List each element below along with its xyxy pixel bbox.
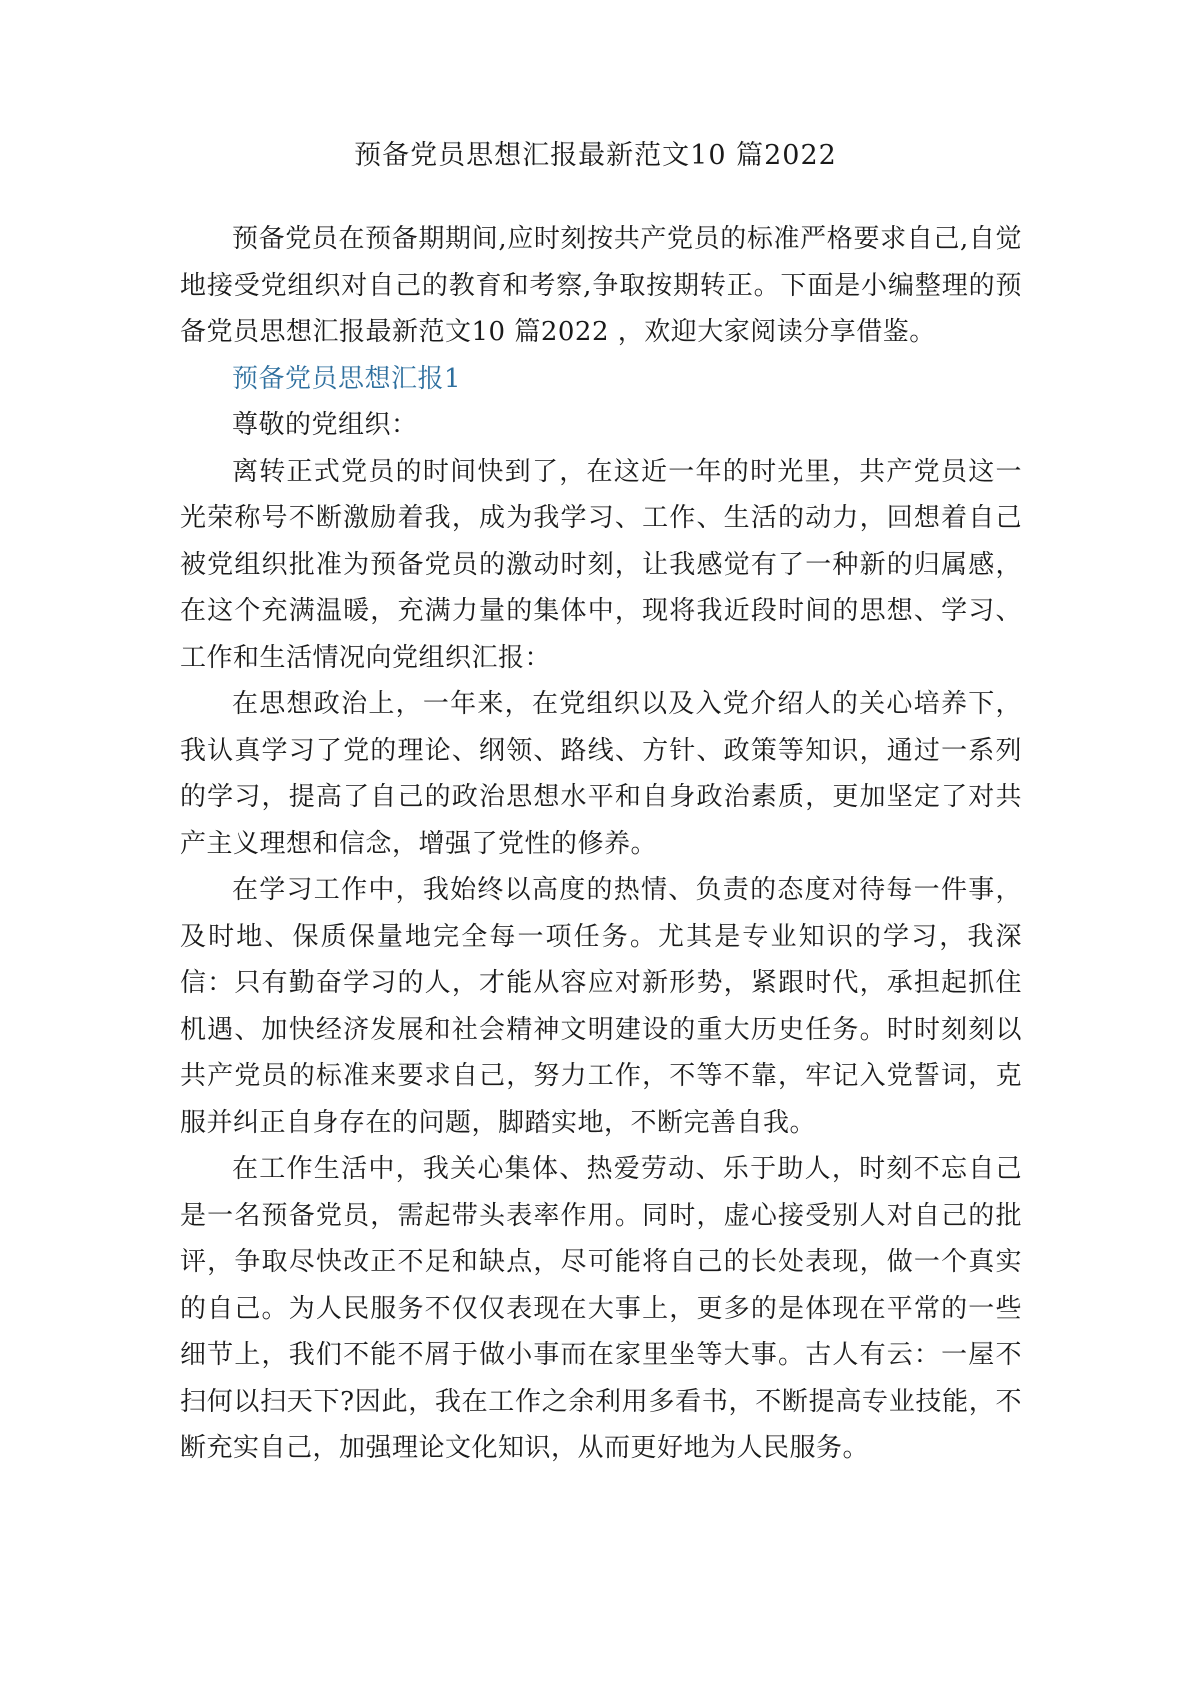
document-title: 预备党员思想汇报最新范文10 篇2022: [354, 140, 837, 171]
section-heading: 预备党员思想汇报1: [232, 363, 462, 394]
intro-paragraph: 预备党员在预备期期间,应时刻按共产党员的标准严格要求自己,自觉地接受党组织对自己的教育和考察,争取按期转正。下面是小编整理的预备党员思想汇报最新范文10 篇2022 ，欢迎大家阅读分享借鉴。: [180, 224, 1022, 347]
body-paragraph: 在学习工作中，我始终以高度的热情、负责的态度对待每一件事，及时地、保质保量地完全每一项任务。尤其是专业知识的学习，我深信：只有勤奋学习的人，才能从容应对新形势，紧跟时代，承担起抓住机遇、加快经济发展和社会精神文明建设的重大历史任务。时时刻刻以共产党员的标准来要求自己，努力工作，不等不靠，牢记入党誓词，克服并纠正自身存在的问题，脚踏实地，不断完善自我。: [180, 875, 1022, 1138]
document-body: [180, 216, 1022, 1472]
salutation: 尊敬的党组织：: [232, 410, 418, 440]
body-paragraph: 在思想政治上，一年来，在党组织以及入党介绍人的关心培养下，我认真学习了党的理论、纲领、路线、方针、政策等知识，通过一系列的学习，提高了自己的政治思想水平和自身政治素质，更加坚定了对共产主义理想和信念，增强了党性的修养。: [180, 689, 1022, 859]
body-paragraph: 离转正式党员的时间快到了，在这近一年的时光里，共产党员这一光荣称号不断激励着我，成为我学习、工作、生活的动力，回想着自己被党组织批准为预备党员的激动时刻，让我感觉有了一种新的归属感，在这个充满温暖，充满力量的集体中，现将我近段时间的思想、学习、工作和生活情况向党组织汇报：: [180, 456, 1022, 673]
body-paragraph: 在工作生活中，我关心集体、热爱劳动、乐于助人，时刻不忘自己是一名预备党员，需起带头表率作用。同时，虚心接受别人对自己的批评，争取尽快改正不足和缺点，尽可能将自己的长处表现，做一个真实的自己。为人民服务不仅仅表现在大事上，更多的是体现在平常的一些细节上，我们不能不屑于做小事而在家里坐等大事。古人有云：一屋不扫何以扫天下?因此，我在工作之余利用多看书，不断提高专业技能，不断充实自己，加强理论文化知识，从而更好地为人民服务。: [180, 1154, 1022, 1463]
